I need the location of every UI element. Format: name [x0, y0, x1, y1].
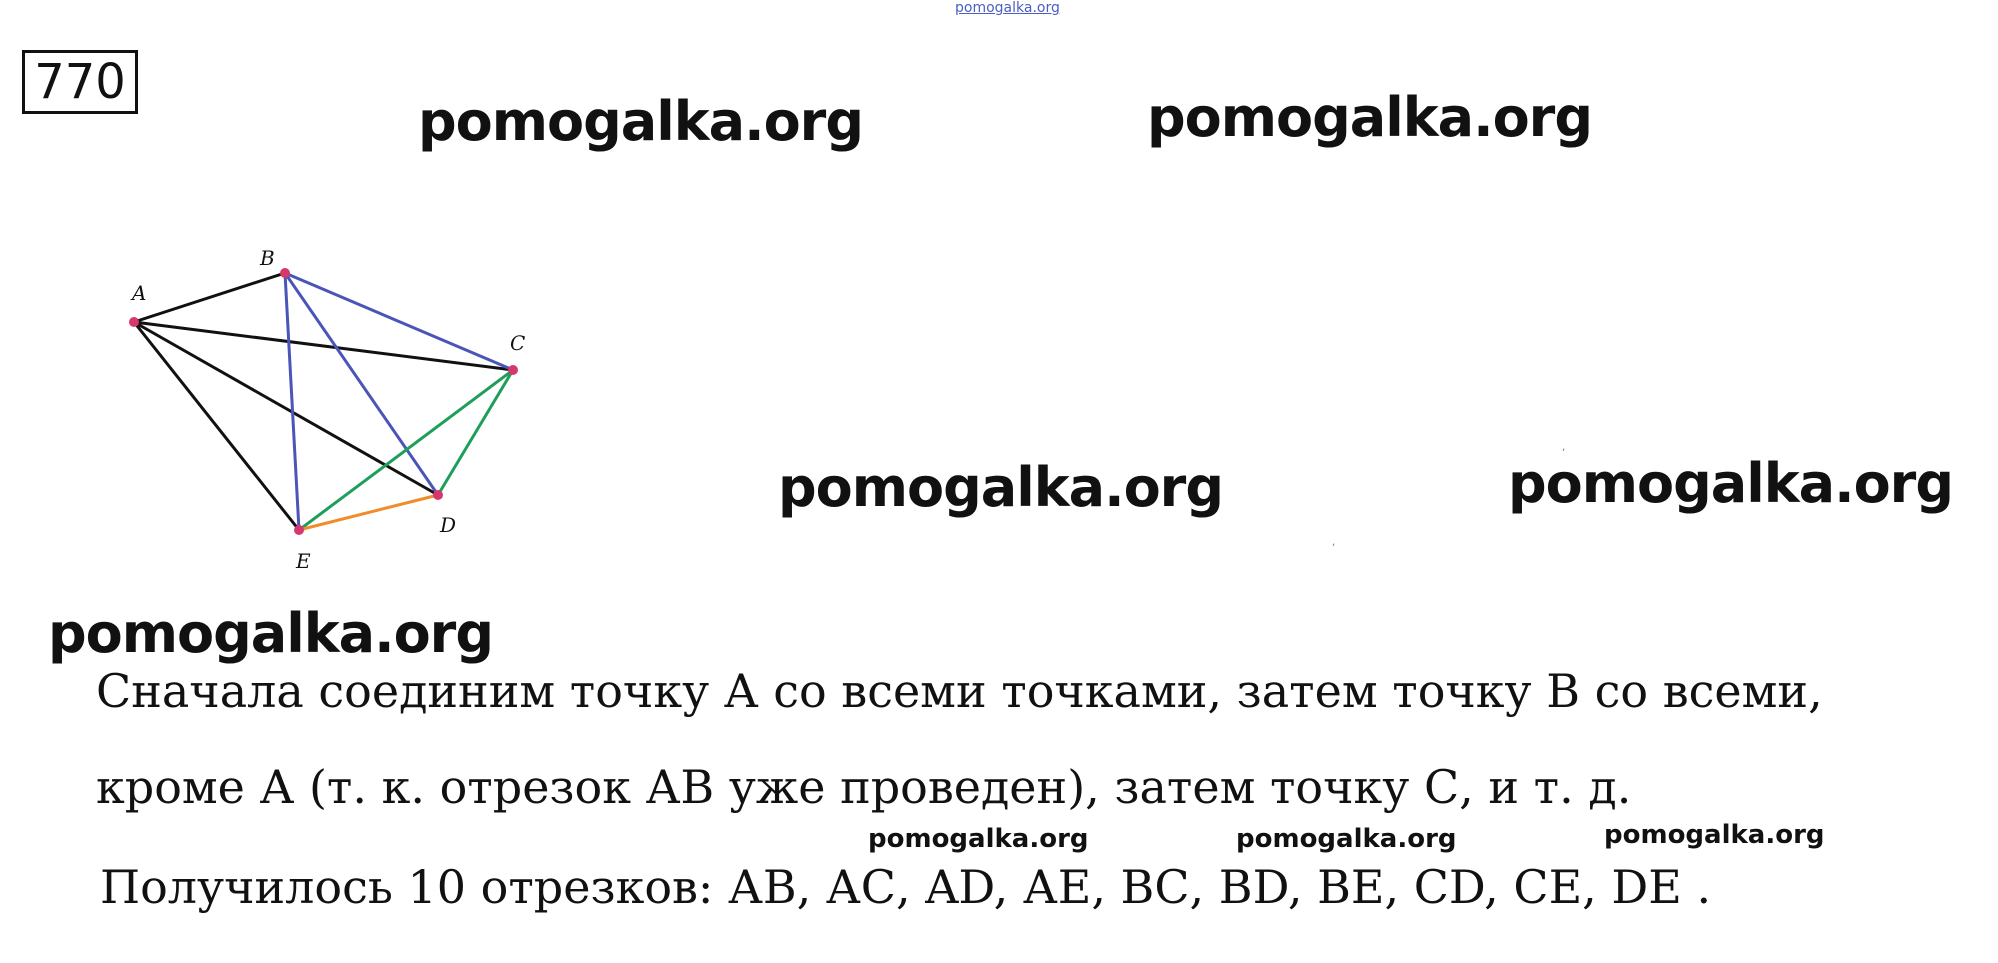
point-label-B: B: [260, 246, 275, 270]
segment-BE: [285, 273, 299, 530]
solution-line-3: Получилось 10 отрезков: АВ, АС, AD, АЕ, ВС, BD, BE, CD, СЕ, DE .: [100, 860, 1712, 914]
watermark: pomogalka.org: [418, 90, 863, 153]
watermark-small: pomogalka.org: [868, 824, 1089, 854]
point-label-C: C: [510, 331, 526, 355]
problem-number: 770: [22, 50, 138, 114]
scan-speck: ,: [1562, 442, 1566, 453]
solution-line-1: Сначала соединим точку А со всеми точками, затем точку В со всеми,: [96, 664, 1823, 718]
point-E: [294, 525, 304, 535]
point-label-A: A: [132, 281, 147, 305]
watermark-small: pomogalka.org: [1236, 824, 1457, 854]
watermark-small: pomogalka.org: [1604, 820, 1825, 850]
point-label-E: E: [296, 549, 311, 573]
point-B: [280, 268, 290, 278]
watermark: pomogalka.org: [48, 602, 493, 665]
segment-CD: [438, 370, 513, 495]
segment-DE: [299, 495, 438, 530]
watermark: pomogalka.org: [1508, 452, 1953, 515]
watermark: pomogalka.org: [1147, 86, 1592, 149]
segment-AB: [134, 273, 285, 322]
top-watermark-link[interactable]: pomogalka.org: [955, 0, 1060, 16]
diagram-edges: [134, 273, 513, 530]
segment-CE: [299, 370, 513, 530]
segment-AD: [134, 322, 438, 495]
point-label-D: D: [440, 513, 457, 537]
segments-diagram: [100, 220, 600, 600]
watermark: pomogalka.org: [778, 456, 1223, 519]
solution-line-2: кроме А (т. к. отрезок АВ уже проведен), затем точку С, и т. д.: [96, 760, 1632, 814]
point-C: [508, 365, 518, 375]
scan-speck: ,: [1332, 537, 1336, 548]
point-D: [433, 490, 443, 500]
segment-AE: [134, 322, 299, 530]
point-A: [129, 317, 139, 327]
diagram-points: [129, 268, 518, 535]
